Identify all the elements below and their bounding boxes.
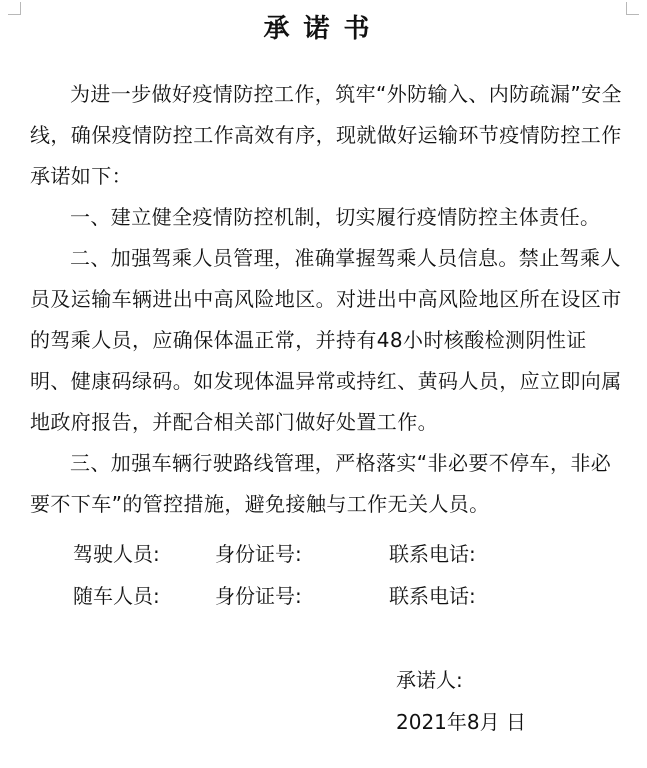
clause-two: 二、加强驾乘人员管理，准确掌握驾乘人员信息。禁止驾乘人员及运输车辆进出中高风险地区。对进出中高风险地区所在设区市的驾乘人员，应确保体温正常，并持有48小时核酸检测阴性证明、健康码绿码。如发现体温异常或持红、黄码人员，应立即向属地政府报告，并配合相关部门做好处置工作。 <box>30 246 622 434</box>
document-title: 承诺书 <box>263 14 384 44</box>
driver-id-label: 身份证号: <box>215 542 302 566</box>
document-body <box>30 74 622 525</box>
escort-id-label: 身份证号: <box>215 584 302 608</box>
date-line: 2021年8月 日 <box>396 710 526 734</box>
clause-one: 一、建立健全疫情防控机制，切实履行疫情防控主体责任。 <box>70 205 601 229</box>
pledger-label: 承诺人: <box>396 668 463 692</box>
driver-label: 驾驶人员: <box>73 542 160 566</box>
escort-phone-label: 联系电话: <box>389 584 476 608</box>
clause-three: 三、加强车辆行驶路线管理，严格落实“非必要不停车，非必要不下车”的管控措施，避免接触与工作无关人员。 <box>30 451 612 516</box>
driver-signature-row <box>0 534 647 575</box>
driver-phone-label: 联系电话: <box>389 542 476 566</box>
escort-signature-row <box>0 576 647 617</box>
escort-label: 随车人员: <box>73 584 160 608</box>
intro-paragraph: 为进一步做好疫情防控工作，筑牢“外防输入、内防疏漏”安全线，确保疫情防控工作高效有序，现就做好运输环节疫情防控工作承诺如下： <box>30 82 622 188</box>
